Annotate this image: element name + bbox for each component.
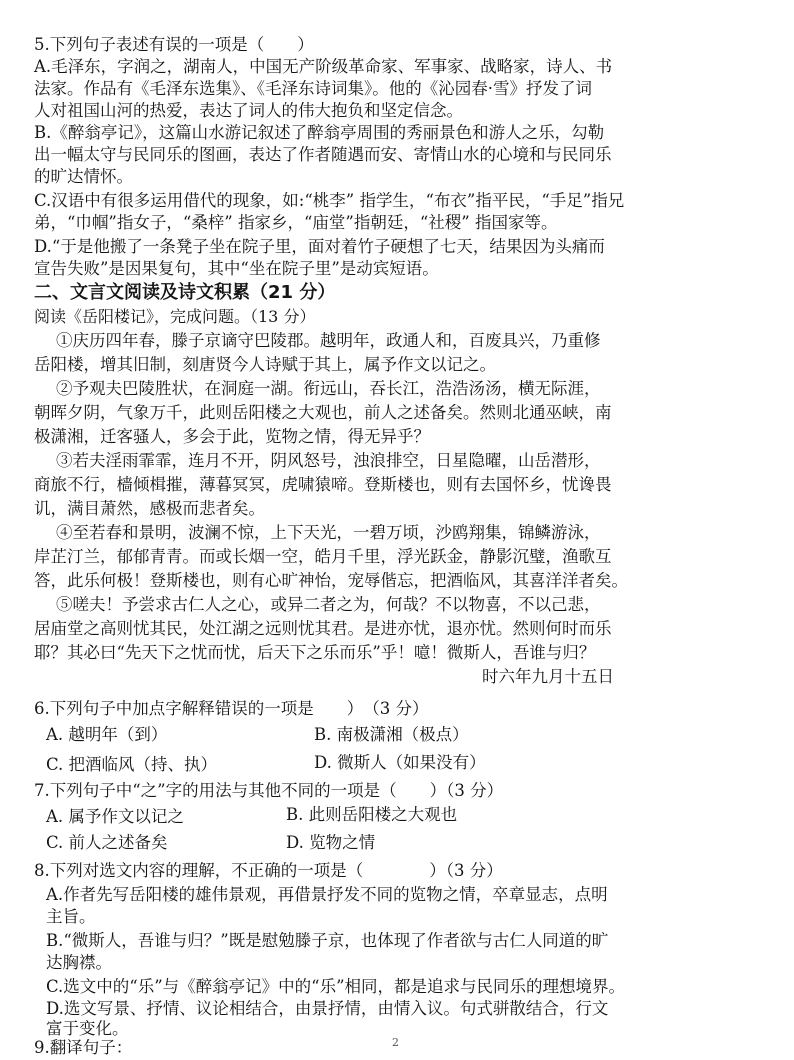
q5-option-c-line1: C.汉语中有很多运用借代的现象，如:“桃李” 指学生，“布衣”指平民，“手足”指兄	[34, 191, 625, 210]
passage-p1-line1: ①庆历四年春，滕子京谪守巴陵郡。越明年，政通人和，百废具兴，乃重修	[56, 331, 601, 350]
q6-stem: 6.下列句子中加点字解释错误的一项是 ） （3 分）	[34, 699, 429, 718]
q9-stem: 9.翻译句子：	[34, 1038, 133, 1057]
q5-option-b-line3: 的旷达情怀。	[34, 167, 133, 186]
passage-p1-line2: 岳阳楼，增其旧制，刻唐贤今人诗赋于其上，属予作文以记之。	[34, 355, 496, 374]
q5-option-b-line2: 出一幅太守与民同乐的图画，表达了作者随遇而安、寄情山水的心境和与民同乐	[34, 145, 612, 164]
q8-option-d-line1: D.选文写景、抒情、议论相结合，由景抒情，由情入议。句式骈散结合，行文	[46, 999, 609, 1018]
passage-p4-line1: ④至若春和景明，波澜不惊，上下天光，一碧万顷，沙鸥翔集，锦鳞游泳，	[56, 523, 601, 542]
passage-p4-line2: 岸芷汀兰，郁郁青青。而或长烟一空，皓月千里，浮光跃金，静影沉璧，渔歌互	[34, 547, 612, 566]
q5-option-d-line1: D.“于是他搬了一条凳子坐在院子里，面对着竹子硬想了七天，结果因为头痛而	[34, 237, 605, 256]
q8-option-a-line2: 主旨。	[46, 907, 96, 926]
q5-option-a-line1: A.毛泽东，字润之，湖南人，中国无产阶级革命家、军事家、战略家，诗人、书	[34, 57, 613, 76]
q8-option-a-line1: A.作者先写岳阳楼的雄伟景观，再借景抒发不同的览物之情，卒章显志，点明	[46, 885, 608, 904]
reading-intro: 阅读《岳阳楼记》，完成问题。（13 分）	[34, 307, 316, 326]
q8-option-b-line2: 达胸襟。	[46, 953, 112, 972]
q5-option-c-line2: 弟，“巾帼”指女子，“桑梓” 指家乡，“庙堂”指朝廷，“社稷” 指国家等。	[34, 213, 558, 232]
q7-option-a: A. 属予作文以记之	[46, 807, 184, 826]
passage-p3-line2: 商旅不行，樯倾楫摧，薄暮冥冥，虎啸猿啼。登斯楼也，则有去国怀乡，忧谗畏	[34, 475, 612, 494]
passage-date: 时六年九月十五日	[482, 667, 614, 686]
q5-stem: 5.下列句子表述有误的一项是（ ）	[34, 35, 314, 54]
q7-option-c: C. 前人之述备矣	[46, 833, 168, 852]
page-number: 2	[392, 1036, 399, 1049]
q8-option-c-line1: C.选文中的“乐”与《醉翁亭记》中的“乐”相同，都是追求与民同乐的理想境界。	[46, 977, 626, 996]
passage-p3-line3: 讥，满目萧然，感极而悲者矣。	[34, 499, 265, 518]
section-heading: 二、文言文阅读及诗文积累（21 分）	[34, 282, 336, 303]
passage-p2-line3: 极潇湘，迁客骚人，多会于此，览物之情，得无异乎？	[34, 427, 430, 446]
q6-option-d: D. 微斯人（如果没有）	[314, 753, 486, 772]
q5-option-a-line3: 人对祖国山河的热爱，表达了词人的伟大抱负和坚定信念。	[34, 101, 463, 120]
q5-option-a-line2: 法家。作品有《毛泽东选集》、《毛泽东诗词集》。他的《沁园春·雪》抒发了词	[34, 79, 592, 98]
q7-option-b: B. 此则岳阳楼之大观也	[286, 805, 458, 824]
passage-p2-line1: ②予观夫巴陵胜状，在洞庭一湖。衔远山，吞长江，浩浩汤汤，横无际涯，	[56, 379, 601, 398]
q6-option-c: C. 把酒临风（持、执）	[46, 755, 218, 774]
passage-p2-line2: 朝晖夕阴，气象万千，此则岳阳楼之大观也，前人之述备矣。然则北通巫峡，南	[34, 403, 612, 422]
q8-option-d-line2: 富于变化。	[46, 1019, 129, 1038]
q8-option-b-line1: B.“微斯人，吾谁与归？”既是慰勉滕子京，也体现了作者欲与古仁人同道的旷	[46, 931, 609, 950]
q6-option-a: A. 越明年（到）	[46, 725, 168, 744]
q7-stem: 7.下列句子中“之”字的用法与其他不同的一项是（ ）（3 分）	[34, 781, 504, 800]
q5-option-d-line2: 宣告失败”是因果复句，其中“坐在院子里”是动宾短语。	[34, 259, 439, 278]
q5-option-b-line1: B.《醉翁亭记》，这篇山水游记叙述了醉翁亭周围的秀丽景色和游人之乐，勾勒	[34, 123, 605, 142]
passage-p5-line3: 耶？其必曰“先天下之忧而忧，后天下之乐而乐”乎！噫！微斯人，吾谁与归？	[34, 643, 596, 662]
passage-p4-line3: 答，此乐何极！登斯楼也，则有心旷神怡，宠辱偕忘，把酒临风，其喜洋洋者矣。	[34, 571, 628, 590]
passage-p3-line1: ③若夫淫雨霏霏，连月不开，阴风怒号，浊浪排空，日星隐曜，山岳潜形，	[56, 451, 601, 470]
q6-option-b: B. 南极潇湘（极点）	[314, 725, 469, 744]
passage-p5-line2: 居庙堂之高则忧其民，处江湖之远则忧其君。是进亦忧，退亦忧。然则何时而乐	[34, 619, 612, 638]
passage-p5-line1: ⑤嗟夫！予尝求古仁人之心，或异二者之为，何哉？不以物喜，不以己悲，	[56, 595, 601, 614]
q7-option-d: D. 览物之情	[286, 833, 376, 852]
q8-stem: 8.下列对选文内容的理解，不正确的一项是（ ）（3 分）	[34, 861, 503, 880]
